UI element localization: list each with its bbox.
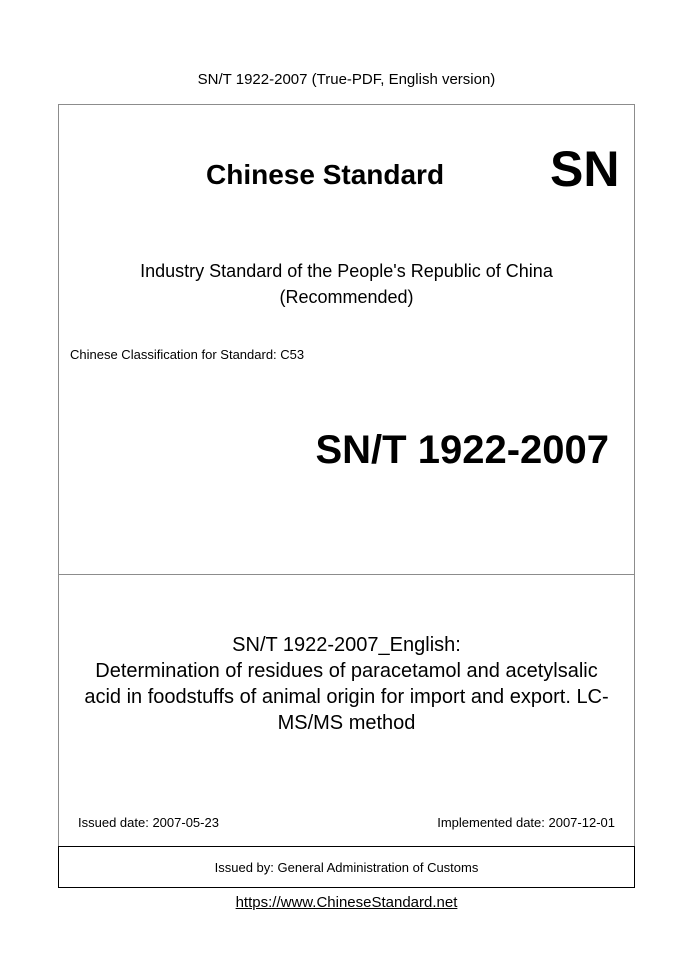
issuer-label: Issued by: General Administration of Customs [214,859,479,875]
subtitle-line-1: Industry Standard of the People's Republic of China [140,261,553,281]
implemented-date: Implemented date: 2007-12-01 [437,815,615,830]
page-header: SN/T 1922-2007 (True-PDF, English version) [197,71,496,88]
issued-date: Issued date: 2007-05-23 [78,815,219,830]
document-title [66,632,627,736]
document-title-line-4: MS/MS method [277,712,416,734]
website-link[interactable]: https://www.ChineseStandard.net [235,894,458,911]
issuer-box [58,846,635,888]
document-title-line-3: acid in foodstuffs of animal origin for import and export. LC- [84,686,609,708]
cover-title: Chinese Standard [206,159,445,190]
standard-number: SN/T 1922-2007 [315,428,609,472]
document-title-line-2: Determination of residues of paracetamol and acetylsalic [95,660,598,682]
standard-mark: SN [550,141,620,197]
classification-label: Chinese Classification for Standard: C53 [70,347,305,362]
subtitle-line-2: (Recommended) [279,287,414,307]
document-title-line-1: SN/T 1922-2007_English: [232,634,461,656]
footer [0,893,693,913]
cover-subtitle [0,258,693,310]
